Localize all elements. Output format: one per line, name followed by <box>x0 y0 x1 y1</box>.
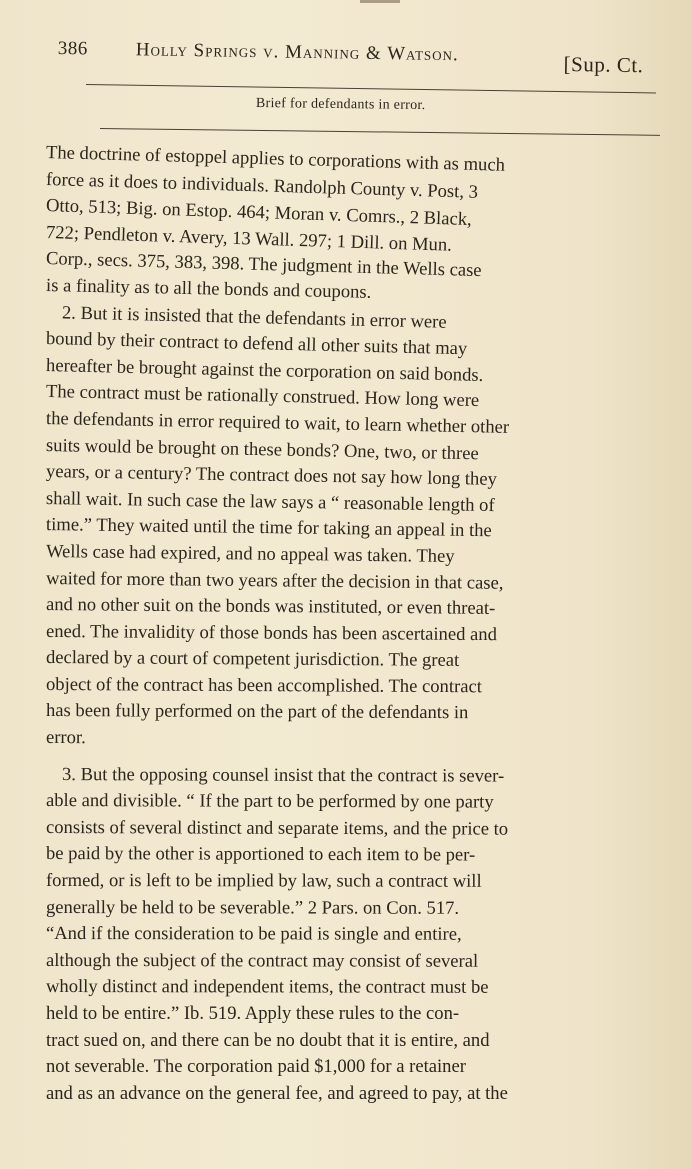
text-line: Corp., secs. 375, 383, 398. The judgment in the Wells case <box>45 248 482 282</box>
text-line: consists of several distinct and separate items, and the price to <box>45 816 509 840</box>
court-label: [Sup. Ct. <box>563 51 644 78</box>
text-line: declared by a court of competent jurisdiction. The great <box>45 647 460 672</box>
text-line: The contract must be rationally construed. How long were <box>45 381 480 412</box>
text-line: and no other suit on the bonds was instituted, or even threat- <box>45 594 496 620</box>
running-head <box>57 38 667 84</box>
text-line: “And if the consideration to be paid is single and entire, <box>45 923 462 945</box>
text-line: 722; Pendleton v. Avery, 13 Wall. 297; 1 Dill. on Mun. <box>45 221 453 256</box>
text-line: force as it does to individuals. Randolph County v. Post, 3 <box>45 168 479 203</box>
text-line: and as an advance on the general fee, and agreed to pay, at the <box>46 1082 508 1104</box>
text-line: formed, or is left to be implied by law, such a contract will <box>45 870 482 892</box>
header-rule <box>86 84 656 93</box>
text-line: 2. But it is insisted that the defendants in error were <box>61 301 447 333</box>
text-line: able and divisible. “ If the part to be performed by one party <box>45 790 494 813</box>
text-line: bound by their contract to defend all other suits that may <box>45 328 468 360</box>
text-line: 3. But the opposing counsel insist that the contract is sever- <box>61 763 505 787</box>
brief-subheading: Brief for defendants in error. <box>255 96 426 114</box>
text-line: held to be entire.” Ib. 519. Apply these rules to the con- <box>46 1003 460 1024</box>
text-line: hereafter be brought against the corporation on said bonds. <box>45 354 484 386</box>
text-line: be paid by the other is apportioned to each item to be per- <box>45 843 476 866</box>
subheader-rule <box>100 128 660 136</box>
case-title: Holly Springs v. Manning & Watson. <box>135 39 459 66</box>
text-line: The doctrine of estoppel applies to corporations with as much <box>45 142 506 176</box>
text-line: has been fully performed on the part of the defendants in <box>45 700 469 724</box>
body-text <box>46 140 658 1107</box>
text-line: is a finality as to all the bonds and coupons. <box>45 274 372 303</box>
text-line: Otto, 513; Big. on Estop. 464; Moran v. Comrs., 2 Black, <box>45 195 473 231</box>
text-line: error. <box>45 727 86 749</box>
scan-edge-mark <box>360 0 400 3</box>
text-line: Wells case had expired, and no appeal was taken. They <box>45 540 455 567</box>
text-line: the defendants in error required to wait, to learn whether other <box>45 407 510 438</box>
text-line: generally be held to be severable.” 2 Pars. on Con. 517. <box>45 896 460 919</box>
text-line: object of the contract has been accomplished. The contract <box>45 673 482 698</box>
text-line: although the subject of the contract may consist of several <box>45 949 479 972</box>
text-line: not severable. The corporation paid $1,000 for a retainer <box>46 1056 466 1078</box>
text-line: shall wait. In such case the law says a “ reasonable length of <box>45 487 495 516</box>
text-line: ened. The invalidity of those bonds has been ascertained and <box>45 620 498 645</box>
text-line: years, or a century? The contract does not say how long they <box>45 461 498 490</box>
page-number: 386 <box>57 38 88 60</box>
text-line: suits would be brought on these bonds? One, two, or three <box>45 434 479 464</box>
text-line: time.” They waited until the time for taking an appeal in the <box>45 514 492 542</box>
text-line: waited for more than two years after the decision in that case, <box>45 567 504 594</box>
text-line: tract sued on, and there can be no doubt that it is entire, and <box>46 1029 490 1051</box>
text-line: wholly distinct and independent items, the contract must be <box>45 976 489 999</box>
